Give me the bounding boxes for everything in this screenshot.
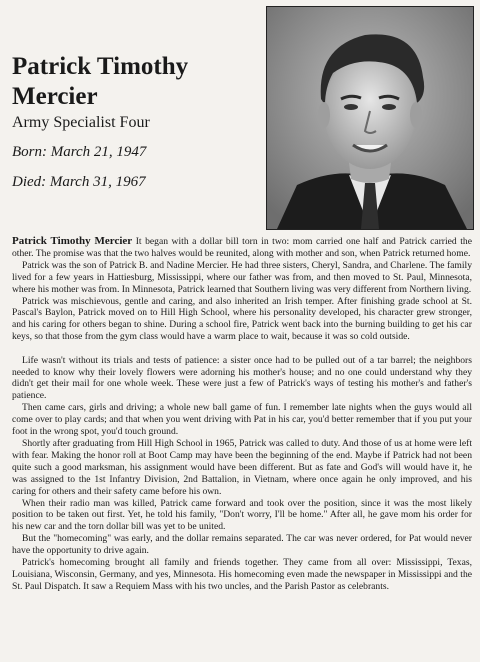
paragraph-6: Shortly after graduating from Hill High School in 1965, Patrick was called to duty. And those of us at home were left with fear. Making the honor roll at Boot Camp may have been the beginning of the end. Maybe if Patrick had not been quite such a good marksman, his assignment would have been different. But as fate and God's will would have it, he was assigned to the 1st Infantry Division, 2nd Battalion, in Vietnam, where once again he only improved, and his caring for others and their safety came before his own. — [12, 438, 472, 497]
birth-date: Born: March 21, 1947 — [12, 144, 147, 160]
paragraph-2: Patrick was the son of Patrick B. and Nadine Mercier. He had three sisters, Cheryl, Sandra, and Charlene. The family lived for a few years in Hattiesburg, Mississippi, where our father was from, and then moved to St. Paul, Minnesota, where his mother was from. In Minnesota, Patrick learned that Southern living was very different from Northern living. — [12, 259, 472, 295]
lead-name: Patrick Timothy Mercier — [12, 235, 133, 247]
paragraph-3: Patrick was mischievous, gentle and caring, and also inherited an Irish temper. After finishing grade school at St. Pascal's Baylon, Patrick moved on to Hill High School, where his personality developed, his character grew stronger, and his caring for others began to shine. During a school fire, Patrick went back into the burning building to get his car keys, so that those from the gym class would have a warm place to wait, because it was so cold outside. — [12, 295, 472, 343]
paragraph-7: When their radio man was killed, Patrick came forward and took over the position, since it was the most likely position to be taken out first. Yet, he told his family, "Don't worry, I'll be home." After all, he gave mom his order for his new car and the torn dollar bill was yet to be united. — [12, 497, 472, 533]
paragraph-1-text: It began with a dollar bill torn in two: mom carried one half and Patrick carried the other. The promise was that the two halves would be reunited, along with mother and son, when Patrick returned home. — [12, 236, 472, 259]
name-line-1: Patrick Timothy — [12, 53, 189, 80]
paragraph-5: Then came cars, girls and driving; a whole new ball game of fun. I remember late nights when the guys would all come over to play cards; and that when you went driving with Pat in his car, you'd better remember that if you put your foot in the wrong spot, you'd touch ground. — [12, 402, 472, 438]
death-date: Died: March 31, 1967 — [12, 174, 146, 190]
paragraph-1 — [12, 236, 472, 260]
rank: Army Specialist Four — [12, 114, 150, 131]
paragraph-9: Patrick's homecoming brought all family and friends together. They came from all over: Mississippi, Texas, Louisiana, Wisconsin, Germany, and yes, Minnesota. His homecoming even made the newspaper in Mississippi and the St. Paul Dispatch. It saw a Requiem Mass with his two uncles, and the Parish Pastor as celebrants. — [12, 557, 472, 592]
portrait-photo — [266, 6, 474, 230]
paragraph-8: But the "homecoming" was early, and the dollar remains separated. The car was never ordered, for Pat would never have the opportunity to drive again. — [12, 533, 472, 557]
header — [0, 0, 480, 232]
portrait-photo-icon — [267, 7, 473, 229]
name-line-2: Mercier — [12, 83, 98, 110]
person-name — [12, 52, 262, 112]
paragraph-4: Life wasn't without its trials and tests of patience: a sister once had to be pulled out of a tar barrel; the neighbors needed to know why their lovely flowers were adorning his mother's house; and no one could understand why they didn't get their mail for one whole week. These were just a few of Patrick's ways of testing his mother's and father's patience. — [12, 354, 472, 402]
obituary-text — [12, 236, 472, 593]
